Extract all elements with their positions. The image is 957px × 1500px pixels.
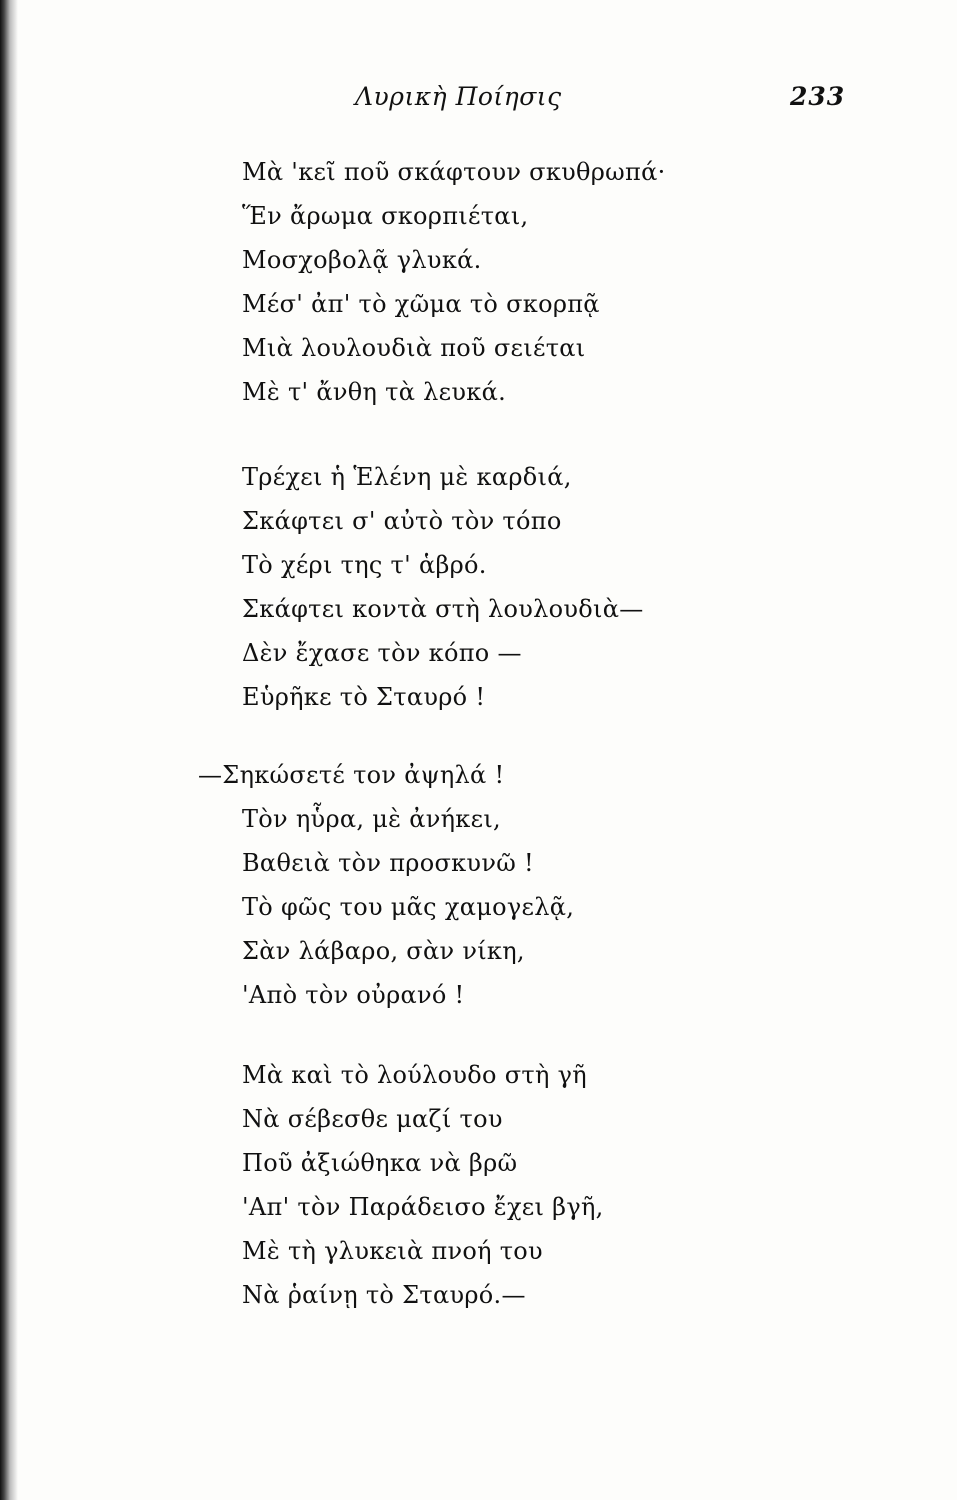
poem-line: Εὑρῆκε τὸ Σταυρό !	[242, 683, 486, 711]
poem-line: Ποῦ ἀξιώθηκα νὰ βρῶ	[242, 1149, 518, 1177]
poem-line: 'Απὸ τὸν οὐρανό !	[242, 981, 465, 1009]
poem-line: Σκάφτει κοντὰ στὴ λουλουδιὰ—	[242, 595, 644, 623]
stanza-2	[242, 455, 702, 719]
poem-line: Τρέχει ἡ Ἑλένη μὲ καρδιά,	[242, 463, 572, 491]
poem-line: Βαθειὰ τὸν προσκυνῶ !	[242, 849, 534, 877]
stanza-3	[198, 753, 702, 1017]
poem-line: Σὰν λάβαρο, σὰν νίκη,	[242, 937, 525, 965]
poem-line: 'Απ' τὸν Παράδεισο ἔχει βγῆ,	[242, 1193, 604, 1221]
poem-line: Μὲ τὴ γλυκειὰ πνοή του	[242, 1237, 543, 1265]
running-title: Λυρικὴ Ποίησις	[355, 82, 562, 111]
poem-line: Ἕν ἄρωμα σκορπιέται,	[242, 202, 529, 230]
poem-line: Μὲ τ' ἄνθη τὰ λευκά.	[242, 378, 507, 406]
poem-line: Μέσ' ἀπ' τὸ χῶμα τὸ σκορπᾷ	[242, 290, 600, 318]
poem-line: Τὸν ηὗρα, μὲ ἀνήκει,	[242, 805, 501, 833]
poem-line: Δὲν ἔχασε τὸν κόπο —	[242, 639, 522, 667]
stanza-1	[242, 150, 702, 414]
stanza-4	[242, 1053, 702, 1317]
poem-line: Τὸ χέρι της τ' ἁβρό.	[242, 551, 487, 579]
page-header	[0, 82, 957, 122]
page-edge-shadow	[0, 0, 18, 1500]
poem-line: Μιὰ λουλουδιὰ ποῦ σειέται	[242, 334, 586, 362]
poem-line: Νὰ σέβεσθε μαζί του	[242, 1105, 503, 1133]
page-number: 233	[790, 82, 846, 111]
poem-line: Μοσχοβολᾷ γλυκά.	[242, 246, 482, 274]
poem-line: Νὰ ῥαίνῃ τὸ Σταυρό.—	[242, 1281, 526, 1309]
poem-line: Σκάφτει σ' αὐτὸ τὸν τόπο	[242, 507, 562, 535]
poem-line: —Σηκώσετέ τον ἀψηλά !	[198, 761, 505, 789]
poem-line: Μὰ 'κεῖ ποῦ σκάφτουν σκυθρωπά·	[242, 158, 666, 186]
poem-line: Τὸ φῶς του μᾶς χαμογελᾷ,	[242, 893, 575, 921]
poem-line: Μὰ καὶ τὸ λούλουδο στὴ γῆ	[242, 1061, 587, 1089]
